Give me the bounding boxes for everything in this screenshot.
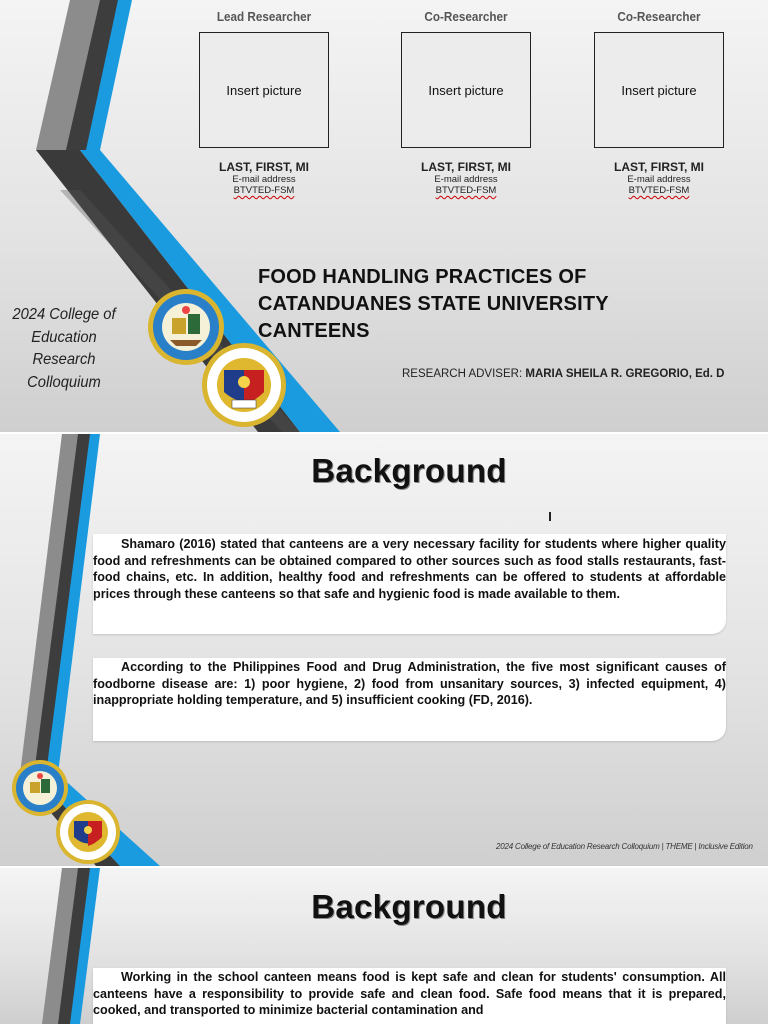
paragraph: Shamaro (2016) stated that canteens are a very necessary facility for students where higher quality food and refreshments can be obtained compared to other sources such as food stalls restaurants, fast-food chains, etc. In addition, healthy food and refreshments can be offered to students at affordable prices through these canteens so that safe and hygienic food is made available to them. <box>93 537 726 601</box>
title-line: FOOD HANDLING PRACTICES OF <box>258 266 587 288</box>
adviser-name: MARIA SHEILA R. GREGORIO, Ed. D <box>525 368 725 380</box>
background-slide-1 <box>0 434 768 866</box>
title-line: CANTEENS <box>258 320 370 342</box>
slide-heading: Background <box>311 888 507 925</box>
photo-placeholder[interactable]: Insert picture <box>401 32 531 148</box>
researcher-name: LAST, FIRST, MI <box>614 160 704 174</box>
co-researcher-1-block <box>396 8 536 196</box>
text-card <box>93 534 726 634</box>
paragraph: Working in the school canteen means food is kept safe and clean for students' consumption. All canteens have a responsibility to provide safe and clean food. Safe food means that it is prepared, cooked, and transported to minimize bacterial contamination and <box>93 970 726 1017</box>
paragraph: According to the Philippines Food and Drug Administration, the five most significant causes of foodborne disease are: 1) poor hygiene, 2) food from unsanitary sources, 3) infected equipment, 4) inappropriate holding temperature, and 5) insufficient cooking (FD, 2016). <box>93 660 726 707</box>
research-adviser <box>402 368 725 380</box>
researcher-role: Lead Researcher <box>216 9 312 24</box>
colloquium-line: 2024 College of <box>12 306 116 323</box>
title-slide <box>0 0 768 432</box>
college-of-education-seal-icon <box>12 760 68 816</box>
research-title <box>258 264 678 345</box>
text-card <box>93 658 726 741</box>
colloquium-line: Education <box>31 328 97 346</box>
researcher-email: E-mail address <box>627 174 691 185</box>
college-of-education-seal-icon <box>148 289 224 365</box>
researcher-dept: BTVTED-FSM <box>435 185 497 196</box>
researcher-name: LAST, FIRST, MI <box>421 160 511 174</box>
researcher-name: LAST, FIRST, MI <box>219 160 309 174</box>
slide-footer: 2024 College of Education Research Colloquium | THEME | Inclusive Edition <box>496 842 753 851</box>
background-slide-2 <box>0 868 768 1024</box>
adviser-label: RESEARCH ADVISER: <box>402 368 523 380</box>
title-line: CATANDUANES STATE UNIVERSITY <box>258 293 609 315</box>
colloquium-line: Colloquium <box>27 373 101 391</box>
photo-placeholder[interactable]: Insert picture <box>594 32 724 148</box>
colloquium-label <box>9 304 119 394</box>
catanduanes-state-university-seal-icon <box>202 343 286 427</box>
researcher-email: E-mail address <box>232 174 296 185</box>
researcher-role: Co-Researcher <box>424 9 508 24</box>
catanduanes-state-university-seal-icon <box>56 800 120 864</box>
lead-researcher-block <box>194 8 334 196</box>
text-cursor <box>549 512 551 521</box>
co-researcher-2-block <box>589 8 729 196</box>
slide-decoration <box>0 434 768 866</box>
researcher-role: Co-Researcher <box>617 9 701 24</box>
researcher-email: E-mail address <box>434 174 498 185</box>
text-card <box>93 968 726 1024</box>
slide-heading: Background <box>311 452 507 489</box>
colloquium-line: Research <box>32 351 96 368</box>
researcher-dept: BTVTED-FSM <box>233 185 295 196</box>
photo-placeholder[interactable]: Insert picture <box>199 32 329 148</box>
researcher-dept: BTVTED-FSM <box>628 185 690 196</box>
